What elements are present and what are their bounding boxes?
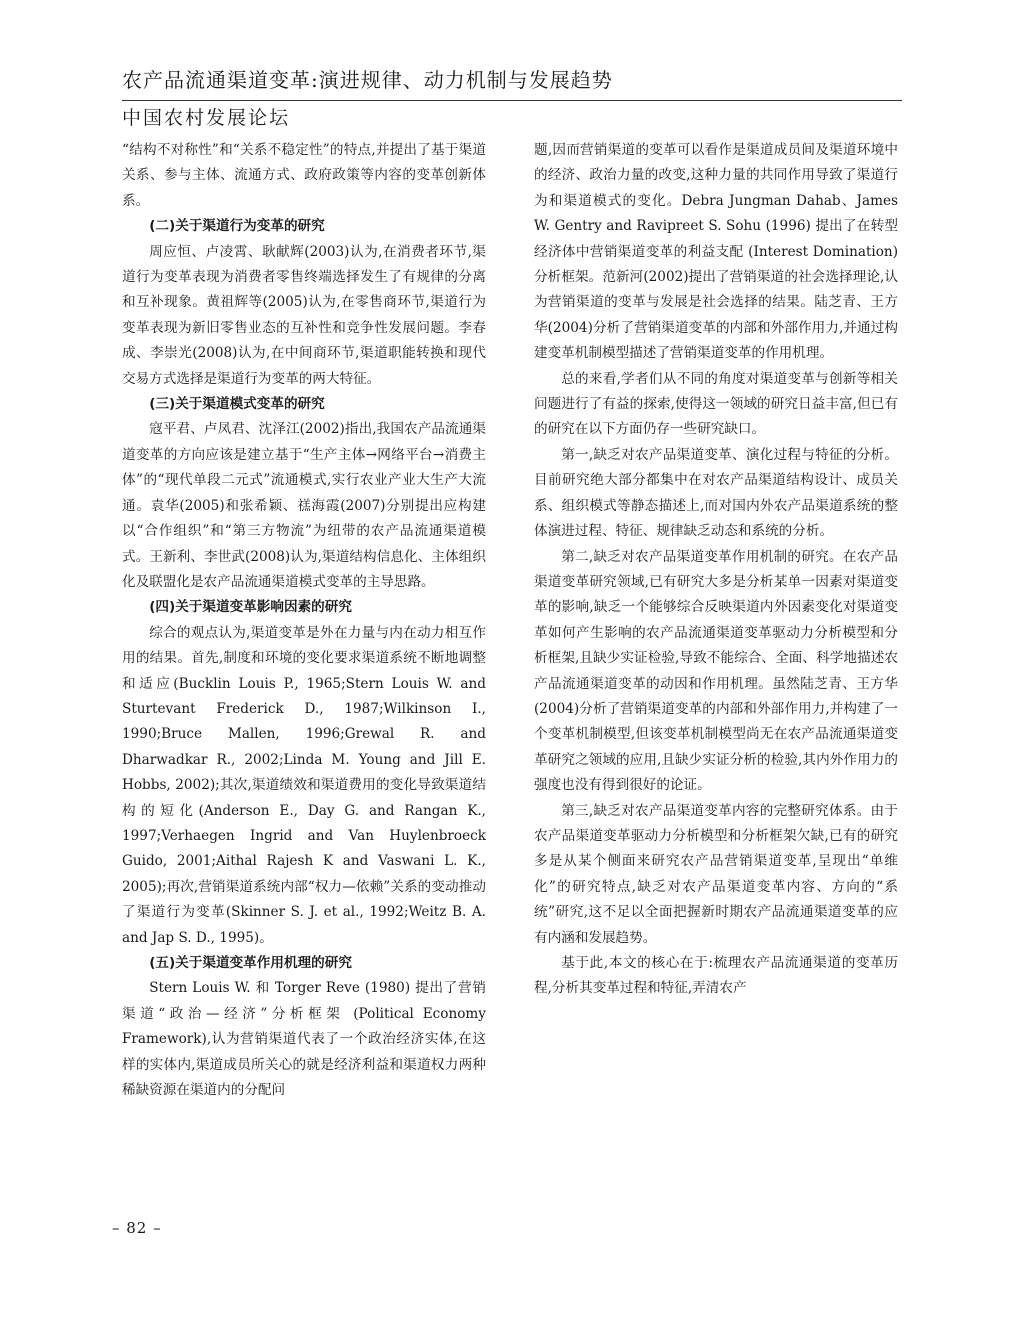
section-heading: (五)关于渠道变革作用机理的研究: [149, 955, 352, 971]
right-column: [534, 138, 898, 1002]
left-column: [122, 138, 486, 1103]
section-heading: (二)关于渠道行为变革的研究: [149, 218, 325, 235]
paragraph: 第二,缺乏对农产品渠道变革作用机制的研究。在农产品渠道变革研究领域,已有研究大多是分析某单一因素对渠道变革的影响,缺乏一个能够综合反映渠道内外因素变化对渠道变革如何产生影响的农产品流通渠道变革驱动力分析模型和分析框架,且缺少实证检验,导致不能综合、全面、科学地描述农产品流通渠道变革的动因和作用机理。虽然陆芝青、王方华(2004)分析了营销渠道变革的内部和外部作用力,并构建了一个变革机制模型,但该变革机制模型尚无在农产品流通渠道变革研究之领域的应用,且缺少实证分析的检验,其内外作用力的强度也没有得到很好的论证。: [534, 548, 898, 794]
paragraph: 综合的观点认为,渠道变革是外在力量与内在动力相互作用的结果。首先,制度和环境的变化要求渠道系统不断地调整和适应(Bucklin Louis P., 1965;Stern Louis W. and Sturtevant Frederick D., 1987;Wilkinson I., 1990;Bruce Mallen, 1996;Grewal R. and Dharwadkar R., 2002;Linda M. Young and Jill E. Hobbs, 2002);其次,渠道绩效和渠道费用的变化导致渠道结构的短化(Anderson E., Day G. and Rangan K., 1997;Verhaegen Ingrid and Van Huylenbroeck Guido, 2001;Aithal Rajesh K and Vaswani L. K., 2005);再次,营销渠道系统内部“权力—依赖”关系的变动推动了渠道行为变革(Skinner S. J. et al., 1992;Weitz B. A. and Jap S. D., 1995)。: [122, 624, 486, 946]
page-header: [122, 66, 902, 131]
page-number: – 82 –: [112, 1219, 162, 1237]
paragraph: 总的来看,学者们从不同的角度对渠道变革与创新等相关问题进行了有益的探索,使得这一领域的研究日益丰富,但已有的研究在以下方面仍存一些研究缺口。: [534, 370, 898, 438]
paragraph: 第一,缺乏对农产品渠道变革、演化过程与特征的分析。目前研究绝大部分都集中在对农产品渠道结构设计、成员关系、组织模式等静态描述上,而对国内外农产品渠道系统的整体演进过程、特征、规律缺乏动态和系统的分析。: [534, 446, 898, 540]
paragraph: 第三,缺乏对农产品渠道变革内容的完整研究体系。由于农产品渠道变革驱动力分析模型和分析框架欠缺,已有的研究多是从某个侧面来研究农产品营销渠道变革,呈现出“单维化”的研究特点,缺乏对农产品渠道变革内容、方向的“系统”研究,这不足以全面把握新时期农产品流通渠道变革的应有内涵和发展趋势。: [534, 802, 898, 946]
paragraph: 题,因而营销渠道的变革可以看作是渠道成员间及渠道环境中的经济、政治力量的改变,这种力量的共同作用导致了渠道行为和渠道模式的变化。Debra Jungman Dahab、James W. Gentry and Ravipreet S. Sohu (1996) 提出了在转型经济体中营销渠道变革的利益支配 (Interest Domination) 分析框架。范新河(2002)提出了营销渠道的社会选择理论,认为营销渠道的变革与发展是社会选择的结果。陆芝青、王方华(2004)分析了营销渠道变革的内部和外部作用力,并通过构建变革机制模型描述了营销渠道变革的作用机理。: [534, 142, 898, 362]
header-rule: [122, 100, 902, 101]
paragraph: 基于此,本文的核心在于:梳理农产品流通渠道的变革历程,分析其变革过程和特征,弄清农产: [534, 955, 898, 997]
section-heading: (三)关于渠道模式变革的研究: [149, 396, 325, 413]
section-heading: (四)关于渠道变革影响因素的研究: [149, 599, 352, 616]
paragraph: 寇平君、卢凤君、沈泽江(2002)指出,我国农产品流通渠道变革的方向应该是建立基于“生产主体→网络平台→消费主体”的“现代单段二元式”流通模式,实行农业产业大生产大流通。袁华(2005)和张希颖、禚海霞(2007)分别提出应构建以“合作组织”和“第三方物流”为纽带的农产品流通渠道模式。王新利、李世武(2008)认为,渠道结构信息化、主体组织化及联盟化是农产品流通渠道模式变革的主导思路。: [122, 421, 486, 590]
paragraph: Stern Louis W. 和 Torger Reve (1980) 提出了营销渠道“政治—经济”分析框架 (Political Economy Framework),认为营销渠道代表了一个政治经济实体,在这样的实体内,渠道成员所关心的就是经济利益和渠道权力两种稀缺资源在渠道内的分配问: [122, 980, 486, 1099]
running-title: 农产品流通渠道变革:演进规律、动力机制与发展趋势: [122, 68, 613, 92]
paragraph: 周应恒、卢凌霄、耿献辉(2003)认为,在消费者环节,渠道行为变革表现为消费者零售终端选择发生了有规律的分离和互补现象。黄祖辉等(2005)认为,在零售商环节,渠道行为变革表现为新旧零售业态的互补性和竞争性发展问题。李春成、李崇光(2008)认为,在中间商环节,渠道职能转换和现代交易方式选择是渠道行为变革的两大特征。: [122, 243, 486, 387]
paragraph: “结构不对称性”和“关系不稳定性”的特点,并提出了基于渠道关系、参与主体、流通方式、政府政策等内容的变革创新体系。: [122, 142, 486, 209]
journal-name: 中国农村发展论坛: [122, 107, 291, 129]
